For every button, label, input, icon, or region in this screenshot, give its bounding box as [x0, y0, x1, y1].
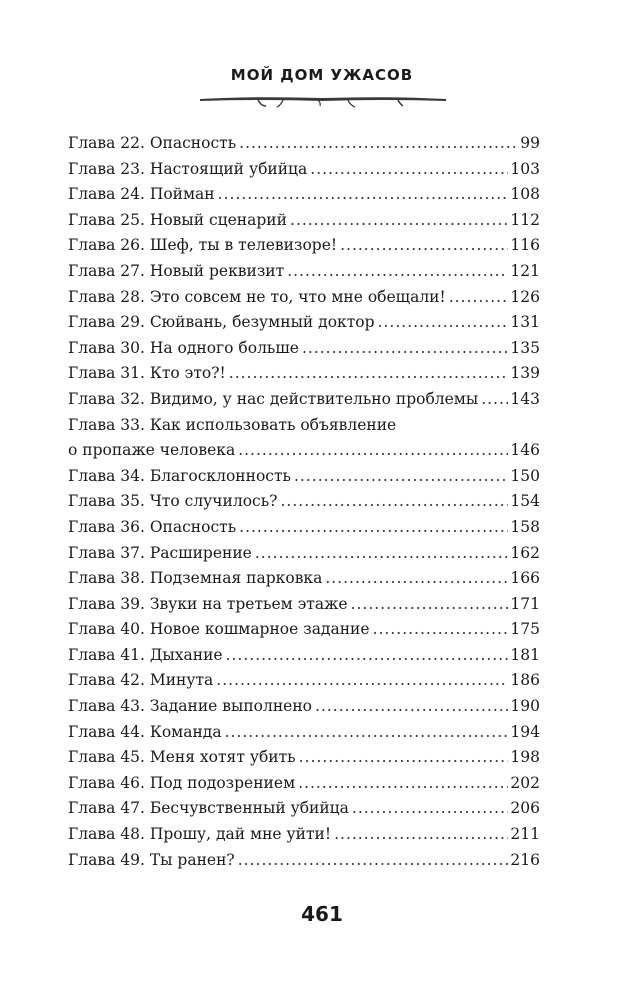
dot-leader	[225, 720, 509, 746]
toc-entry-title: Глава 27. Новый реквизит	[68, 261, 285, 280]
toc-entry-page: 103	[510, 159, 540, 178]
toc-row	[68, 515, 540, 541]
toc-entry	[68, 182, 540, 208]
toc-row	[68, 796, 540, 822]
toc-entry-title: Глава 42. Минута	[68, 671, 214, 690]
running-head-title: МОЙ ДОМ УЖАСОВ	[230, 66, 414, 84]
toc-entry	[68, 310, 540, 336]
toc-entry	[68, 413, 540, 464]
toc-entry-page: 121	[510, 261, 540, 280]
toc-entry	[68, 131, 540, 157]
dot-leader	[299, 745, 509, 771]
toc-row	[68, 464, 540, 490]
toc-entry	[68, 617, 540, 643]
toc-entry	[68, 208, 540, 234]
toc-entry-page: 112	[510, 210, 540, 229]
toc-entry	[68, 233, 540, 259]
toc-entry-title: Глава 36. Опасность	[68, 517, 237, 536]
toc-entry-page: 186	[510, 671, 540, 690]
toc-row	[68, 336, 540, 362]
dot-leader	[239, 515, 508, 541]
toc-row	[68, 208, 540, 234]
toc-row	[68, 182, 540, 208]
toc-row	[68, 157, 540, 183]
toc-entry-page: 116	[510, 236, 540, 255]
toc-entry-title: Глава 39. Звуки на третьем этаже	[68, 594, 348, 613]
dot-leader	[373, 617, 509, 643]
toc-row	[68, 566, 540, 592]
dot-leader	[290, 208, 508, 234]
toc-entry	[68, 285, 540, 311]
decorative-divider-icon	[198, 92, 448, 108]
toc-entry	[68, 796, 540, 822]
dot-leader	[310, 157, 508, 183]
toc-entry-title: Глава 38. Подземная парковка	[68, 569, 323, 588]
toc-entry-page: 211	[510, 825, 540, 844]
toc-entry-title: Глава 24. Пойман	[68, 185, 215, 204]
toc-entry-title: Глава 40. Новое кошмарное задание	[68, 620, 370, 639]
toc-entry-page: 108	[510, 185, 540, 204]
toc-entry-page: 131	[510, 313, 540, 332]
toc-entry-title: Глава 31. Кто это?!	[68, 364, 226, 383]
dot-leader	[216, 668, 508, 694]
toc-row	[68, 720, 540, 746]
dot-leader	[239, 131, 518, 157]
toc-row	[68, 771, 540, 797]
dot-leader	[238, 438, 508, 464]
table-of-contents	[68, 131, 540, 873]
toc-entry-title: Глава 23. Настоящий убийца	[68, 159, 308, 178]
toc-entry-page: 194	[510, 722, 540, 741]
toc-row	[68, 285, 540, 311]
toc-row	[68, 745, 540, 771]
toc-entry	[68, 157, 540, 183]
dot-leader	[481, 387, 508, 413]
toc-row	[68, 131, 540, 157]
toc-entry-page: 143	[510, 389, 540, 408]
dot-leader	[352, 796, 509, 822]
toc-entry-page: 202	[510, 773, 540, 792]
dot-leader	[218, 182, 509, 208]
toc-entry	[68, 848, 540, 874]
toc-entry-title: Глава 26. Шеф, ты в телевизоре!	[68, 236, 338, 255]
toc-entry-page: 135	[510, 338, 540, 357]
dot-leader	[378, 310, 509, 336]
toc-entry	[68, 643, 540, 669]
toc-entry-title: Глава 45. Меня хотят убить	[68, 748, 296, 767]
toc-entry-title: Глава 28. Это совсем не то, что мне обещали!	[68, 287, 446, 306]
toc-entry-title: Глава 22. Опасность	[68, 134, 237, 152]
dot-leader	[302, 336, 508, 362]
toc-entry-page: 190	[510, 697, 540, 716]
dot-leader	[226, 643, 509, 669]
toc-row	[68, 259, 540, 285]
dot-leader	[325, 566, 508, 592]
toc-entry-title: Глава 46. Под подозрением	[68, 773, 296, 792]
toc-row	[68, 387, 540, 413]
toc-entry-page: 126	[510, 287, 540, 306]
dot-leader	[280, 489, 508, 515]
toc-entry-title: Глава 47. Бесчувственный убийца	[68, 799, 349, 818]
toc-row	[68, 233, 540, 259]
dot-leader	[298, 771, 508, 797]
toc-entry-title: Глава 49. Ты ранен?	[68, 850, 235, 869]
toc-entry-title: Глава 35. Что случилось?	[68, 492, 278, 511]
toc-entry	[68, 745, 540, 771]
page-number: 461	[301, 902, 343, 926]
toc-entry	[68, 822, 540, 848]
toc-entry-title: о пропаже человека	[68, 441, 236, 460]
toc-row	[68, 822, 540, 848]
toc-entry-page: 150	[510, 466, 540, 485]
toc-row	[68, 310, 540, 336]
toc-entry-title: Глава 30. На одного больше	[68, 338, 299, 357]
toc-row	[68, 592, 540, 618]
toc-entry	[68, 464, 540, 490]
toc-entry-page: 99	[520, 134, 540, 152]
toc-entry-title: Глава 32. Видимо, у нас действительно проблемы	[68, 389, 479, 408]
toc-entry	[68, 387, 540, 413]
toc-entry-page: 175	[510, 620, 540, 639]
toc-entry-page: 198	[510, 748, 540, 767]
toc-entry-page: 154	[510, 492, 540, 511]
toc-entry-page: 146	[510, 441, 540, 460]
toc-row	[68, 541, 540, 567]
toc-entry-page: 216	[510, 850, 540, 869]
toc-entry-title: Глава 37. Расширение	[68, 543, 252, 562]
toc-entry	[68, 668, 540, 694]
dot-leader	[238, 848, 509, 874]
dot-leader	[255, 541, 509, 567]
dot-leader	[287, 259, 508, 285]
toc-entry-page: 166	[510, 569, 540, 588]
toc-entry-title: Глава 33. Как использовать объявление	[68, 415, 397, 434]
toc-entry	[68, 336, 540, 362]
toc-row	[68, 617, 540, 643]
toc-row	[68, 694, 540, 720]
toc-entry	[68, 694, 540, 720]
dot-leader	[229, 361, 509, 387]
toc-entry	[68, 541, 540, 567]
toc-entry-title: Глава 43. Задание выполнено	[68, 697, 313, 716]
toc-entry	[68, 259, 540, 285]
toc-entry-page: 171	[510, 594, 540, 613]
toc-entry-page: 139	[510, 364, 540, 383]
dot-leader	[294, 464, 508, 490]
toc-row	[68, 489, 540, 515]
toc-entry-title: Глава 34. Благосклонность	[68, 466, 291, 485]
toc-entry-page: 206	[510, 799, 540, 818]
toc-row	[68, 668, 540, 694]
toc-entry	[68, 489, 540, 515]
toc-entry-page: 162	[510, 543, 540, 562]
toc-entry-page: 158	[510, 517, 540, 536]
toc-entry	[68, 566, 540, 592]
dot-leader	[351, 592, 509, 618]
toc-entry	[68, 361, 540, 387]
toc-entry	[68, 720, 540, 746]
toc-row	[68, 438, 540, 464]
dot-leader	[449, 285, 509, 311]
toc-row	[68, 361, 540, 387]
toc-entry	[68, 592, 540, 618]
toc-entry-title: Глава 41. Дыхание	[68, 645, 223, 664]
toc-entry	[68, 515, 540, 541]
toc-entry	[68, 771, 540, 797]
dot-leader	[340, 233, 508, 259]
toc-entry-page: 181	[510, 645, 540, 664]
dot-leader	[315, 694, 508, 720]
toc-entry-title: Глава 48. Прошу, дай мне уйти!	[68, 825, 332, 844]
toc-entry-title: Глава 44. Команда	[68, 722, 222, 741]
toc-entry-title: Глава 25. Новый сценарий	[68, 210, 287, 229]
toc-row	[68, 848, 540, 874]
toc-row	[68, 643, 540, 669]
dot-leader	[334, 822, 508, 848]
toc-entry-title: Глава 29. Сюйвань, безумный доктор	[68, 313, 375, 332]
